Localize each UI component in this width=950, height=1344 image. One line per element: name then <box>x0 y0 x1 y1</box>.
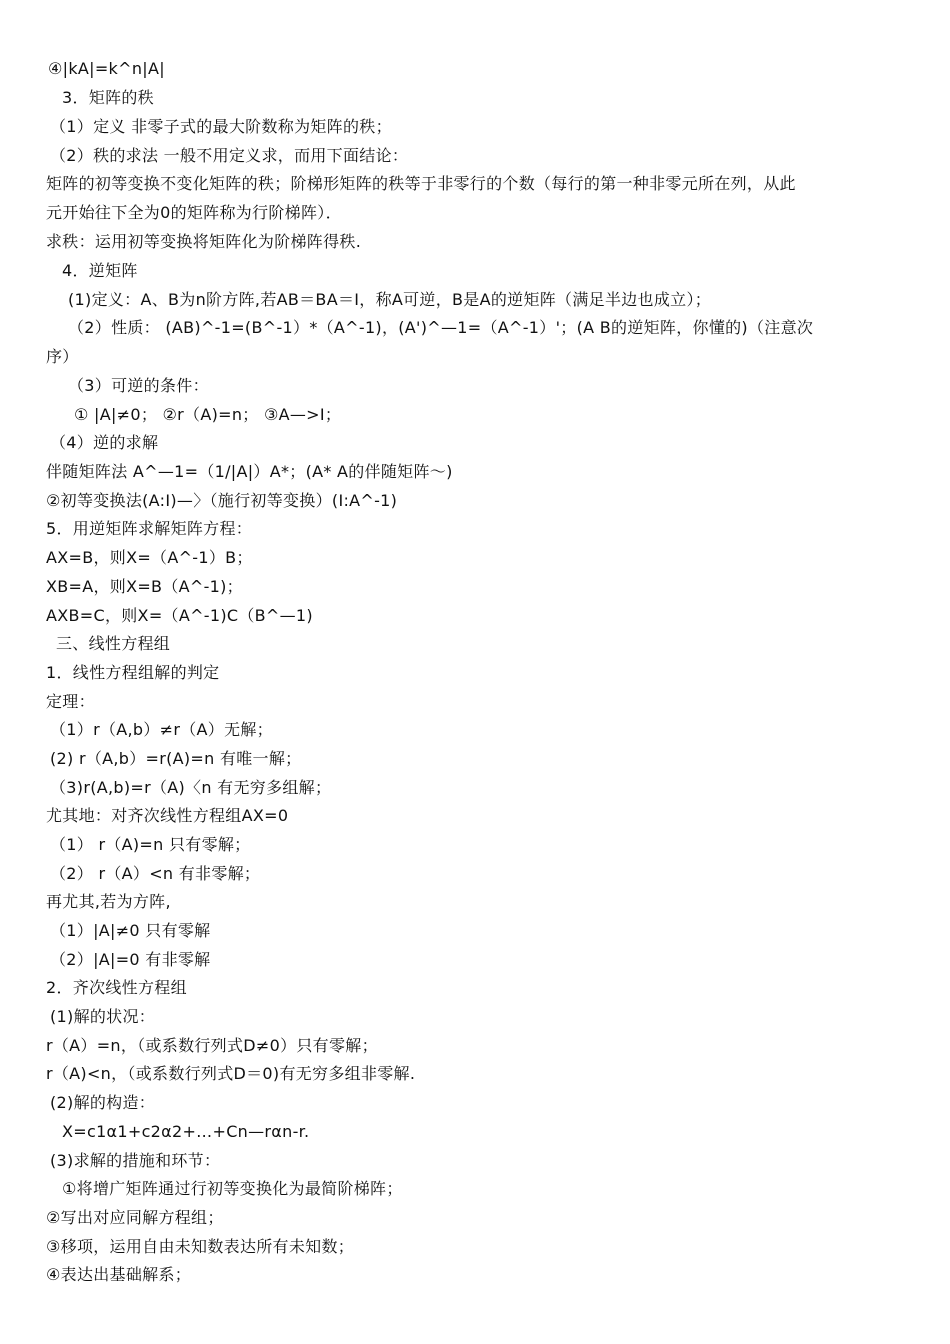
text-line: （1）r（A,b）≠r（A）无解； <box>50 720 273 739</box>
text-line-step-2: ②写出对应同解方程组； <box>46 1208 224 1227</box>
text-line: (2) r（A,b）=r(A)=n 有唯一解； <box>50 749 302 768</box>
text-line: （4）逆的求解 <box>50 433 159 452</box>
section-heading-homogeneous-systems: 2．齐次线性方程组 <box>46 978 187 997</box>
chapter-heading-linear-systems: 三、线性方程组 <box>56 634 171 653</box>
text-line: r（A）=n，（或系数行列式D≠0）只有零解； <box>46 1036 378 1055</box>
text-line: AX=B，则X=（A^-1）B； <box>46 548 253 567</box>
text-line-step-4: ④表达出基础解系； <box>46 1265 192 1284</box>
text-line: （3)r(A,b)=r（A)〈n 有无穷多组解； <box>50 778 332 797</box>
text-line: 元开始往下全为0的矩阵称为行阶梯阵）． <box>46 203 342 222</box>
text-line: (2)解的构造： <box>50 1093 156 1112</box>
text-line: 尤其地：对齐次线性方程组AX=0 <box>46 806 289 825</box>
text-line: 定理： <box>46 692 95 711</box>
text-line: 序） <box>46 347 79 366</box>
text-line-step-1: ①将增广矩阵通过行初等变换化为最简阶梯阵； <box>62 1179 403 1198</box>
text-line: （2） r（A）<n 有非零解； <box>50 864 261 883</box>
section-heading-solution-criteria: 1．线性方程组解的判定 <box>46 663 220 682</box>
text-line: (3)求解的措施和环节： <box>50 1151 221 1170</box>
text-line: （3）可逆的条件： <box>68 376 209 395</box>
section-heading-rank: 3．矩阵的秩 <box>62 88 154 107</box>
text-line: 伴随矩阵法 A^—1=（1/|A|）A*；(A* A的伴随矩阵～) <box>46 462 453 481</box>
text-line: AXB=C，则X=（A^-1)C（B^—1) <box>46 606 313 625</box>
text-line-step-3: ③移项，运用自由未知数表达所有未知数； <box>46 1237 355 1256</box>
text-line: r（A)<n，（或系数行列式D＝0)有无穷多组非零解. <box>46 1064 416 1083</box>
text-line: （1）|A|≠0 只有零解 <box>50 921 211 940</box>
text-line: （2）性质： (AB)^-1=(B^-1）*（A^-1)，(A')^—1=（A^-1）'；(A B的逆矩阵，你懂的)（注意次 <box>68 318 814 337</box>
text-line: (1)定义：A、B为n阶方阵,若AB＝BA＝I，称A可逆，B是A的逆矩阵（满足半边也成立）； <box>68 290 712 309</box>
text-line: (1)解的状况： <box>50 1007 156 1026</box>
text-line-general-solution: X=c1α1+c2α2+…+Cn—rαn-r. <box>62 1122 310 1141</box>
text-line: （1）定义 非零子式的最大阶数称为矩阵的秩； <box>50 117 392 136</box>
text-line: （2）秩的求法 一般不用定义求，而用下面结论： <box>50 146 409 165</box>
text-line-det-property-4: ④|kA|=k^n|A| <box>48 59 165 78</box>
text-line: （1） r（A)=n 只有零解； <box>50 835 251 854</box>
section-heading-inverse: 4．逆矩阵 <box>62 261 138 280</box>
text-line: ②初等变换法(A:I)—〉（施行初等变换）(I:A^-1) <box>46 491 398 510</box>
text-line: XB=A，则X=B（A^-1)； <box>46 577 243 596</box>
text-line: 求秩：运用初等变换将矩阵化为阶梯阵得秩. <box>46 232 362 251</box>
text-line: ① |A|≠0； ②r（A)=n； ③A—>I； <box>74 405 342 424</box>
text-line: 矩阵的初等变换不变化矩阵的秩；阶梯形矩阵的秩等于非零行的个数（每行的第一种非零元所在列，从此 <box>46 174 796 193</box>
section-heading-matrix-equations: 5．用逆矩阵求解矩阵方程： <box>46 519 253 538</box>
text-line: 再尤其,若为方阵, <box>46 892 171 911</box>
text-line: （2）|A|=0 有非零解 <box>50 950 211 969</box>
